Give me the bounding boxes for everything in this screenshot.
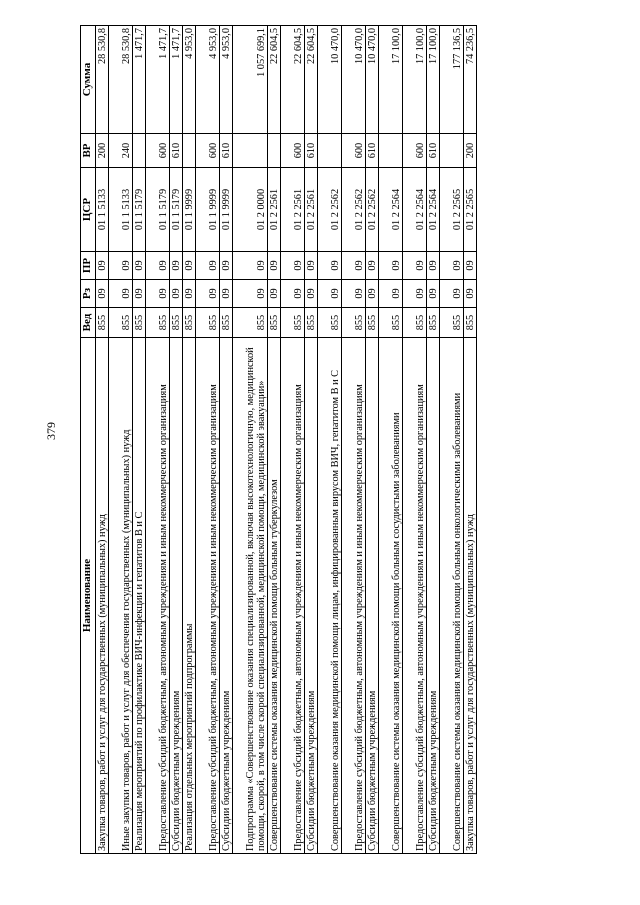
- cell-rz: 09: [464, 280, 477, 308]
- cell-vr: 600: [281, 134, 305, 168]
- cell-vr: [379, 134, 403, 168]
- cell-csr: 01 1 9999: [196, 168, 220, 252]
- cell-pr: 09: [427, 252, 440, 280]
- cell-csr: 01 1 5179: [170, 168, 183, 252]
- cell-csr: 01 2 2562: [342, 168, 366, 252]
- cell-sum: 10 470,0: [318, 26, 342, 134]
- cell-rz: 09: [170, 280, 183, 308]
- cell-vr: [440, 134, 464, 168]
- cell-sum: 4 953,0: [196, 26, 220, 134]
- cell-sum: 17 100,0: [427, 26, 440, 134]
- cell-ved: 855: [170, 308, 183, 338]
- cell-sum: 74 236,5: [464, 26, 477, 134]
- cell-vr: 200: [464, 134, 477, 168]
- page-number: 379: [44, 422, 58, 440]
- cell-rz: 09: [403, 280, 427, 308]
- cell-sum: 28 530,8: [109, 26, 133, 134]
- header-vr: ВР: [81, 134, 96, 168]
- cell-vr: [268, 134, 281, 168]
- cell-csr: 01 1 5133: [109, 168, 133, 252]
- cell-rz: 09: [233, 280, 268, 308]
- cell-name: Подпрограмма «Совершенствование оказания специализированной, включая высокотехнологичную, медицинской помощи, скорой, в том числе скорой специализированной, медицинской помощи, медицинской эвакуации»: [233, 338, 268, 854]
- cell-vr: [233, 134, 268, 168]
- cell-ved: 855: [233, 308, 268, 338]
- cell-csr: 01 2 2561: [281, 168, 305, 252]
- cell-name: Совершенствование системы оказания медицинской помощи больным туберкулезом: [268, 338, 281, 854]
- cell-pr: 09: [109, 252, 133, 280]
- cell-sum: 1 471,7: [170, 26, 183, 134]
- cell-name: Совершенствование системы оказания медицинской помощи больным онкологическими заболеваниями: [440, 338, 464, 854]
- cell-name: Предоставление субсидий бюджетным, автономным учреждениям и иным некоммерческим организациям: [196, 338, 220, 854]
- cell-sum: 28 530,8: [96, 26, 109, 134]
- table-row: [146, 26, 170, 854]
- cell-name: Реализация мероприятий по профилактике ВИЧ-инфекции и гепатитов B и C: [133, 338, 146, 854]
- cell-pr: 09: [220, 252, 233, 280]
- cell-csr: 01 2 2564: [379, 168, 403, 252]
- cell-vr: 610: [170, 134, 183, 168]
- cell-sum: 10 470,0: [366, 26, 379, 134]
- cell-sum: 4 953,0: [183, 26, 196, 134]
- table-row: [464, 26, 477, 854]
- cell-ved: 855: [220, 308, 233, 338]
- table-row: [109, 26, 133, 854]
- cell-sum: 1 471,7: [146, 26, 170, 134]
- cell-pr: 09: [464, 252, 477, 280]
- cell-ved: 855: [183, 308, 196, 338]
- table-row: [220, 26, 233, 854]
- cell-rz: 09: [196, 280, 220, 308]
- cell-pr: 09: [379, 252, 403, 280]
- cell-name: Совершенствование оказания медицинской помощи лицам, инфицированным вирусом ВИЧ, гепатитом B и C: [318, 338, 342, 854]
- cell-csr: 01 2 2562: [318, 168, 342, 252]
- cell-sum: 1 057 699,1: [233, 26, 268, 134]
- cell-name: Закупка товаров, работ и услуг для государственных (муниципальных) нужд: [464, 338, 477, 854]
- cell-rz: 09: [96, 280, 109, 308]
- cell-pr: 09: [403, 252, 427, 280]
- cell-name: Закупка товаров, работ и услуг для государственных (муниципальных) нужд: [96, 338, 109, 854]
- header-sum: Сумма: [81, 26, 96, 134]
- cell-pr: 09: [342, 252, 366, 280]
- cell-rz: 09: [379, 280, 403, 308]
- cell-vr: 610: [427, 134, 440, 168]
- header-name: Наименование: [81, 338, 96, 854]
- cell-vr: 600: [146, 134, 170, 168]
- cell-rz: 09: [268, 280, 281, 308]
- cell-ved: 855: [109, 308, 133, 338]
- cell-name: Предоставление субсидий бюджетным, автономным учреждениям и иным некоммерческим организациям: [146, 338, 170, 854]
- cell-pr: 09: [281, 252, 305, 280]
- cell-ved: 855: [318, 308, 342, 338]
- cell-ved: 855: [403, 308, 427, 338]
- cell-sum: 22 604,5: [305, 26, 318, 134]
- cell-ved: 855: [146, 308, 170, 338]
- cell-ved: 855: [196, 308, 220, 338]
- cell-csr: 01 1 5179: [146, 168, 170, 252]
- cell-vr: 600: [342, 134, 366, 168]
- table-row: [233, 26, 268, 854]
- table-row: [342, 26, 366, 854]
- cell-csr: 01 2 2562: [366, 168, 379, 252]
- cell-sum: 177 136,5: [440, 26, 464, 134]
- cell-rz: 09: [109, 280, 133, 308]
- cell-csr: 01 2 2565: [464, 168, 477, 252]
- table-row: [268, 26, 281, 854]
- cell-pr: 09: [268, 252, 281, 280]
- cell-ved: 855: [379, 308, 403, 338]
- cell-ved: 855: [281, 308, 305, 338]
- cell-pr: 09: [133, 252, 146, 280]
- cell-pr: 09: [305, 252, 318, 280]
- cell-csr: 01 1 9999: [220, 168, 233, 252]
- cell-pr: 09: [183, 252, 196, 280]
- cell-sum: 22 604,5: [268, 26, 281, 134]
- cell-vr: 600: [403, 134, 427, 168]
- cell-name: Субсидии бюджетным учреждениям: [220, 338, 233, 854]
- cell-ved: 855: [305, 308, 318, 338]
- header-pr: ПР: [81, 252, 96, 280]
- cell-pr: 09: [196, 252, 220, 280]
- cell-rz: 09: [183, 280, 196, 308]
- cell-pr: 09: [96, 252, 109, 280]
- table-row: [183, 26, 196, 854]
- cell-csr: 01 2 2564: [427, 168, 440, 252]
- cell-name: Предоставление субсидий бюджетным, автономным учреждениям и иным некоммерческим организациям: [281, 338, 305, 854]
- header-rz: Рз: [81, 280, 96, 308]
- cell-rz: 09: [133, 280, 146, 308]
- cell-csr: 01 2 2564: [403, 168, 427, 252]
- cell-vr: 610: [366, 134, 379, 168]
- cell-csr: 01 1 5179: [133, 168, 146, 252]
- rotated-page-content: [80, 26, 612, 854]
- table-row: [427, 26, 440, 854]
- cell-csr: 01 2 2561: [305, 168, 318, 252]
- cell-rz: 09: [342, 280, 366, 308]
- cell-ved: 855: [342, 308, 366, 338]
- table-row: [318, 26, 342, 854]
- cell-vr: 200: [96, 134, 109, 168]
- table-row: [403, 26, 427, 854]
- header-csr: ЦСР: [81, 168, 96, 252]
- table-row: [440, 26, 464, 854]
- cell-sum: 4 953,0: [220, 26, 233, 134]
- cell-ved: 855: [268, 308, 281, 338]
- cell-name: Совершенствование системы оказания медицинской помощи больным сосудистыми заболеваниями: [379, 338, 403, 854]
- cell-pr: 09: [318, 252, 342, 280]
- table-row: [305, 26, 318, 854]
- cell-ved: 855: [440, 308, 464, 338]
- cell-rz: 09: [305, 280, 318, 308]
- cell-vr: 240: [109, 134, 133, 168]
- cell-csr: 01 1 5133: [96, 168, 109, 252]
- cell-name: Субсидии бюджетным учреждениям: [170, 338, 183, 854]
- cell-ved: 855: [366, 308, 379, 338]
- cell-sum: 17 100,0: [403, 26, 427, 134]
- cell-vr: [183, 134, 196, 168]
- table-row: [196, 26, 220, 854]
- cell-rz: 09: [220, 280, 233, 308]
- cell-name: Предоставление субсидий бюджетным, автономным учреждениям и иным некоммерческим организациям: [403, 338, 427, 854]
- cell-sum: 22 604,5: [281, 26, 305, 134]
- cell-sum: 1 471,7: [133, 26, 146, 134]
- cell-pr: 09: [146, 252, 170, 280]
- cell-rz: 09: [366, 280, 379, 308]
- cell-rz: 09: [281, 280, 305, 308]
- cell-csr: 01 2 0000: [233, 168, 268, 252]
- cell-rz: 09: [427, 280, 440, 308]
- cell-vr: 610: [220, 134, 233, 168]
- cell-name: Субсидии бюджетным учреждениям: [427, 338, 440, 854]
- header-ved: Вед: [81, 308, 96, 338]
- cell-ved: 855: [133, 308, 146, 338]
- cell-vr: 600: [196, 134, 220, 168]
- cell-pr: 09: [170, 252, 183, 280]
- table-row: [281, 26, 305, 854]
- cell-vr: 610: [305, 134, 318, 168]
- cell-ved: 855: [427, 308, 440, 338]
- cell-vr: [318, 134, 342, 168]
- budget-table: [80, 25, 477, 854]
- table-row: [133, 26, 146, 854]
- cell-csr: 01 2 2565: [440, 168, 464, 252]
- cell-name: Реализация отдельных мероприятий подпрограммы: [183, 338, 196, 854]
- table-row: [170, 26, 183, 854]
- table-row: [366, 26, 379, 854]
- cell-ved: 855: [464, 308, 477, 338]
- cell-sum: 10 470,0: [342, 26, 366, 134]
- table-header-row: [81, 26, 96, 854]
- cell-csr: 01 1 9999: [183, 168, 196, 252]
- cell-sum: 17 100,0: [379, 26, 403, 134]
- cell-rz: 09: [146, 280, 170, 308]
- cell-name: Иные закупки товаров, работ и услуг для обеспечения государственных (муниципальных) нужд: [109, 338, 133, 854]
- cell-pr: 09: [440, 252, 464, 280]
- cell-rz: 09: [318, 280, 342, 308]
- cell-rz: 09: [440, 280, 464, 308]
- cell-name: Предоставление субсидий бюджетным, автономным учреждениям и иным некоммерческим организациям: [342, 338, 366, 854]
- cell-csr: 01 2 2561: [268, 168, 281, 252]
- cell-vr: [133, 134, 146, 168]
- cell-ved: 855: [96, 308, 109, 338]
- table-row: [96, 26, 109, 854]
- cell-name: Субсидии бюджетным учреждениям: [305, 338, 318, 854]
- cell-name: Субсидии бюджетным учреждениям: [366, 338, 379, 854]
- cell-pr: 09: [233, 252, 268, 280]
- cell-pr: 09: [366, 252, 379, 280]
- table-row: [379, 26, 403, 854]
